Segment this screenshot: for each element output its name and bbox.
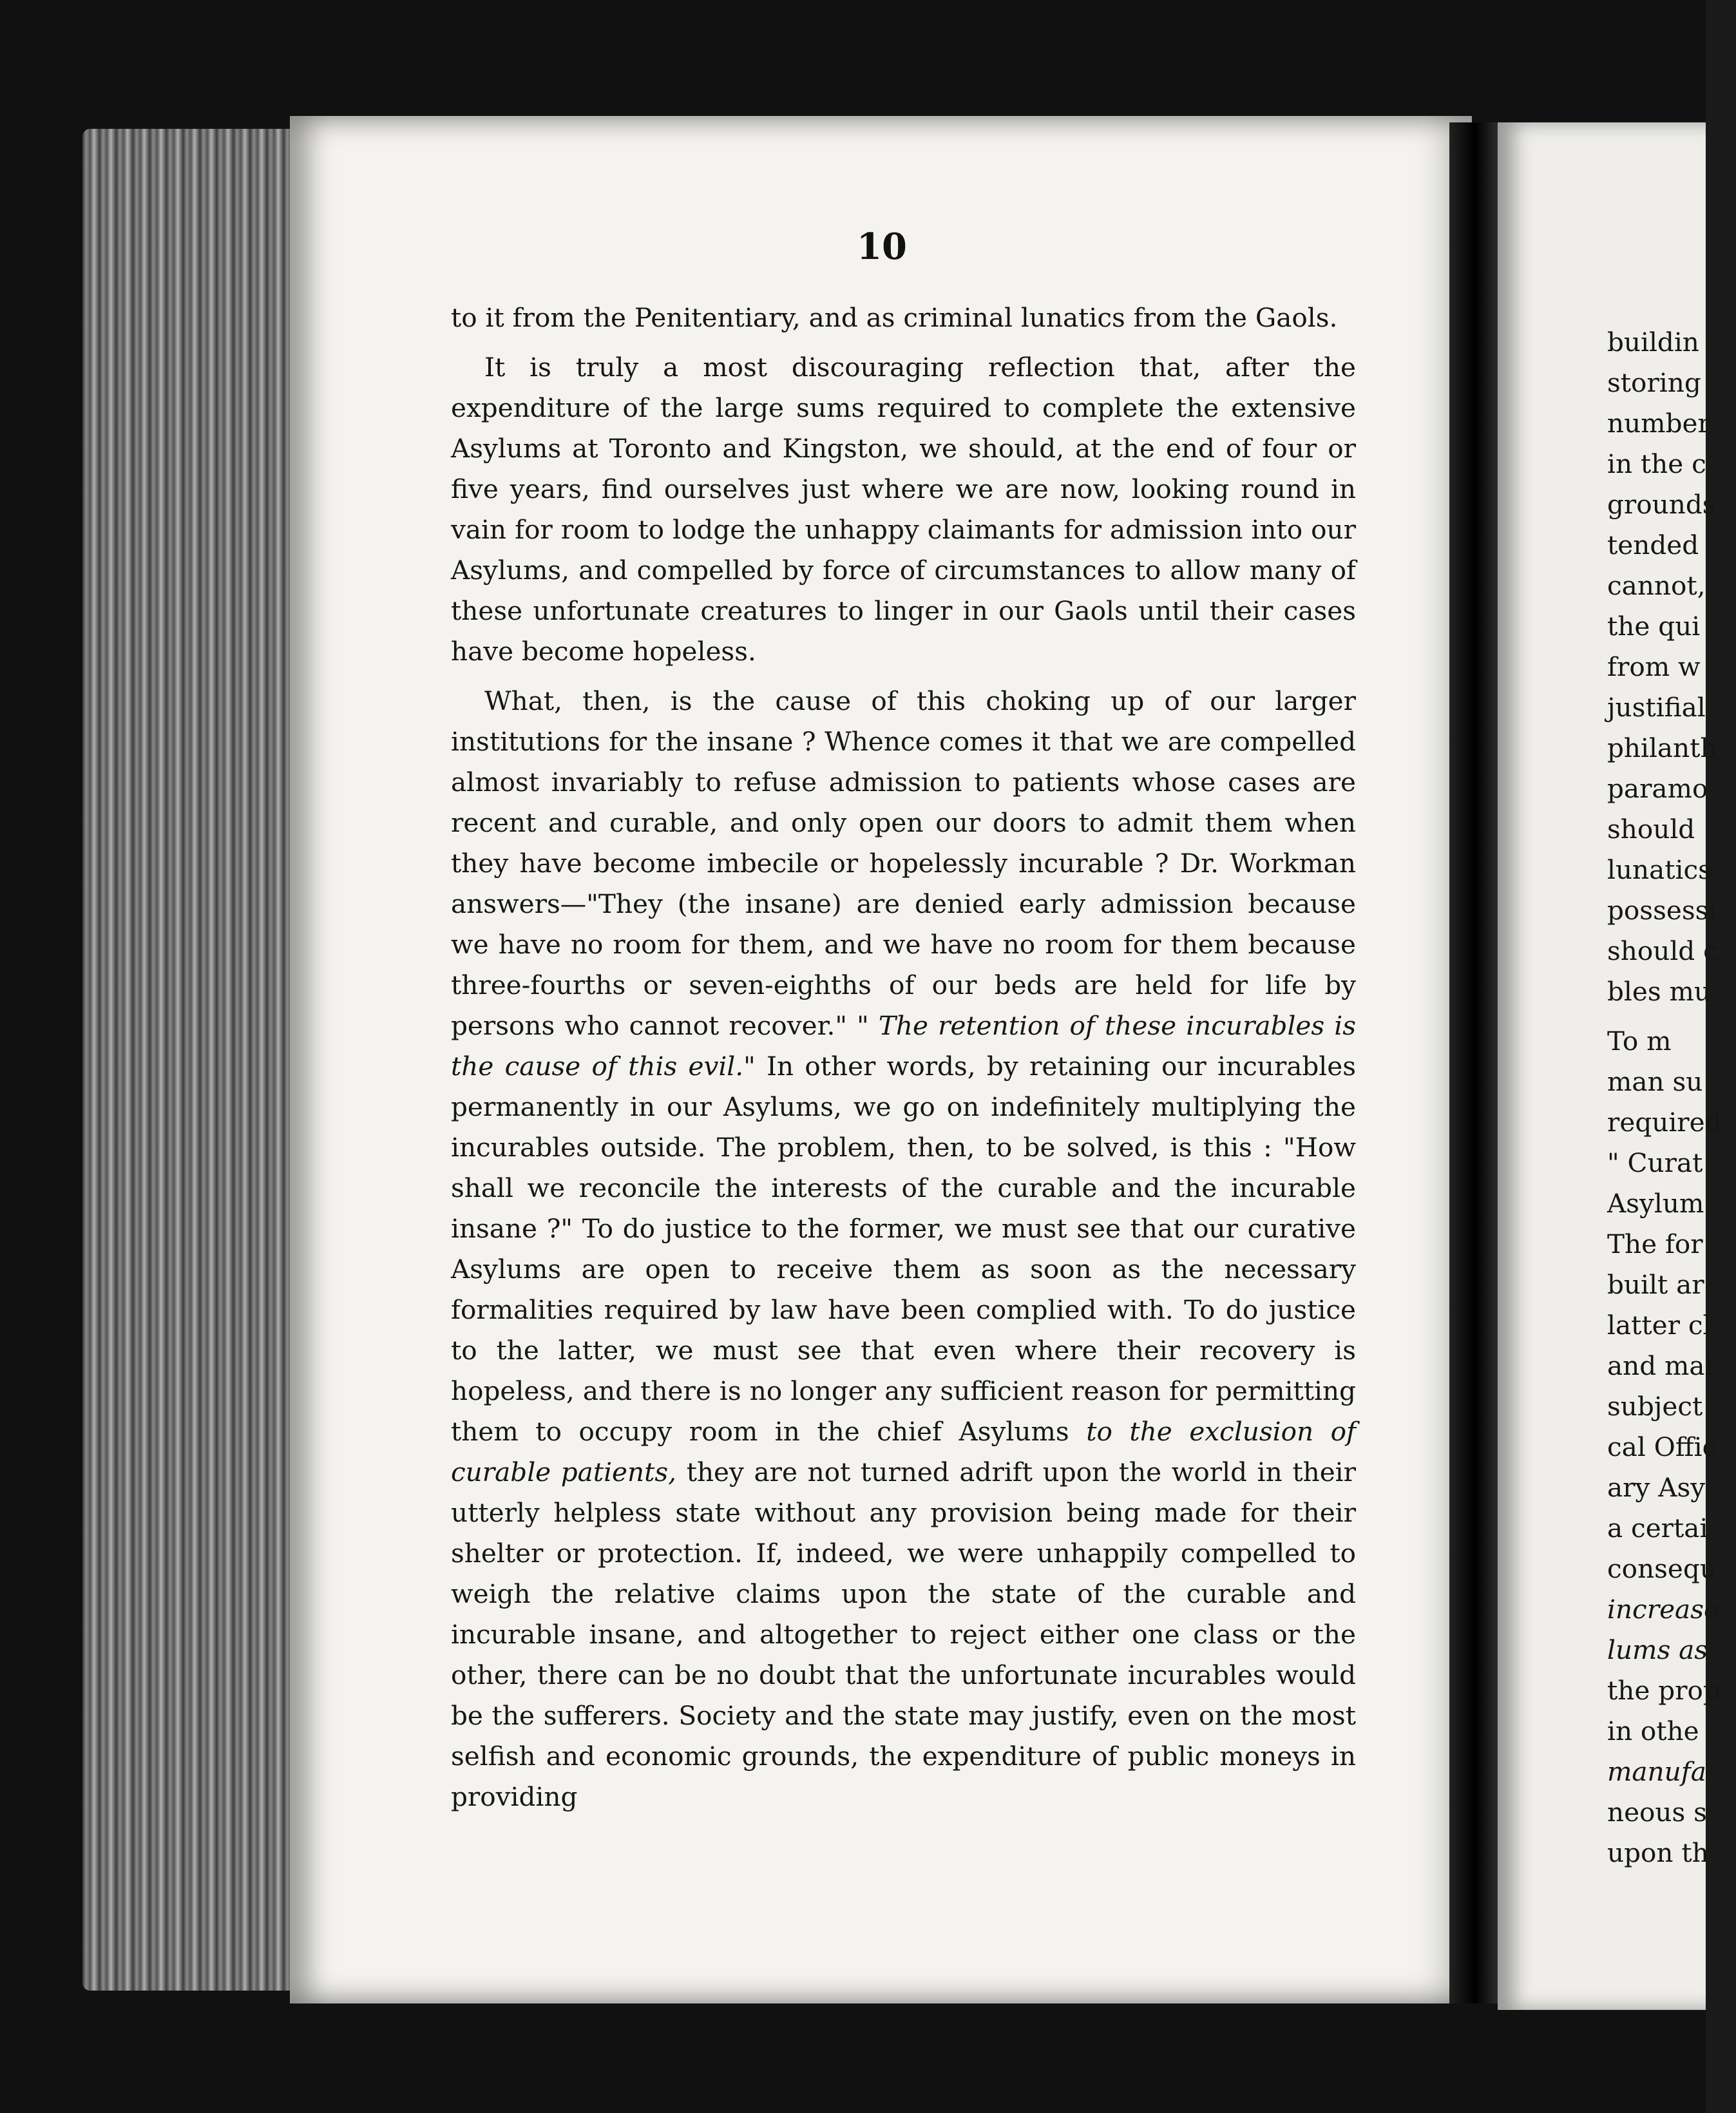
- paragraph-3-text-c: they are not turned adrift upon the world in their utterly helpless state without any provision being made for their shelter or protection. If, indeed, we were unhappily compelled to weigh the relative claims upon the state of the curable and incurable insane, and altogether to reject either one class or the other, there can be no doubt that the unfortunate incurables would be the sufferers. Society and the state may justify, even on the most selfish and economic grounds, the expenditure of public moneys in providing: [451, 1457, 1356, 1812]
- facing-line: number: [1607, 408, 1710, 439]
- facing-line: possessi: [1607, 895, 1717, 926]
- facing-line: in the c: [1607, 448, 1706, 479]
- page-body: [451, 298, 1356, 1817]
- facing-line: latter cl: [1607, 1310, 1712, 1341]
- facing-line: built ar: [1607, 1269, 1704, 1300]
- paragraph-3-text-b: " In other words, by retaining our incurables permanently in our Asylums, we go on indefinitely multiplying the incurables outside. The problem, then, to be solved, is this : "How shall we reconcile the interests of the curable and the incurable insane ?" To do justice to the former, we must see that our curative Asylums are open to receive them as soon as the necessary formalities required by law have been complied with. To do justice to the latter, we must see that even where their recovery is hopeless, and there is no longer any sufficient reason for permitting them to occupy room in the chief Asylums: [451, 1051, 1356, 1447]
- facing-line: increase: [1607, 1594, 1719, 1625]
- facing-line: and mai: [1607, 1350, 1713, 1381]
- facing-line: cannot,: [1607, 570, 1706, 601]
- facing-line: the qui: [1607, 611, 1701, 642]
- facing-line: grounds: [1607, 489, 1716, 520]
- facing-line: lunatics: [1607, 854, 1712, 885]
- paragraph-2: It is truly a most discouraging reflection that, after the expenditure of the large sums required to complete the extensive Asylums at Toronto and Kingston, we should, at the end of four or five years, find ourselves just where we are now, looking round in vain for room to lodge the unhappy claimants for admission into our Asylums, and compelled by force of circumstances to allow many of these unfortunate creatures to linger in our Gaols until their cases have become hopeless.: [451, 352, 1356, 667]
- paragraph-3-text-a: What, then, is the cause of this choking up of our larger institutions for the insane ? Whence comes it that we are compelled almost invariably to refuse admission to patients whose cases are recent and curable, and only open our doors to admit them when they have become imbecile or hopelessly incurable ? Dr. Workman answers—"They (the insane) are denied early admission because we have no room for them, and we have no room for them because three-fourths or seven-eighths of our beds are held for life by persons who cannot recover." ": [451, 685, 1356, 1041]
- facing-line: subject: [1607, 1391, 1703, 1422]
- facing-line: required: [1607, 1107, 1722, 1138]
- facing-line: upon th: [1607, 1837, 1709, 1868]
- italic-quote-retention: The retention of these incurables is the cause of this evil.: [451, 1010, 1356, 1082]
- facing-line: The for: [1607, 1229, 1703, 1259]
- facing-line: should c: [1607, 935, 1718, 966]
- facing-line: man su: [1607, 1066, 1703, 1097]
- facing-line: a certai: [1607, 1513, 1708, 1544]
- facing-line: lums as: [1607, 1634, 1708, 1665]
- paragraph-1: to it from the Penitentiary, and as criminal lunatics from the Gaols.: [451, 302, 1338, 333]
- facing-line: in othe: [1607, 1716, 1699, 1746]
- facing-line: manufa: [1607, 1756, 1706, 1787]
- italic-exclusion-phrase: to the exclusion of curable patients,: [451, 1416, 1356, 1487]
- facing-page-text: [1607, 322, 1736, 1873]
- facing-line: the prop: [1607, 1675, 1720, 1706]
- facing-line: neous s: [1607, 1797, 1707, 1828]
- book-page-edges: [82, 129, 301, 1991]
- book-gutter: [1449, 122, 1501, 2003]
- facing-line: from w: [1607, 651, 1701, 682]
- facing-line: philanth: [1607, 732, 1717, 763]
- facing-line: ary Asy: [1607, 1472, 1706, 1503]
- facing-line: tended: [1607, 530, 1699, 560]
- page-number: 10: [857, 225, 907, 268]
- facing-line: should: [1607, 814, 1695, 845]
- facing-line: paramo: [1607, 773, 1708, 804]
- facing-line: bles mu: [1607, 976, 1711, 1007]
- facing-line: Asylum: [1607, 1188, 1704, 1219]
- facing-line: consequ: [1607, 1553, 1717, 1584]
- facing-line: cal Offic: [1607, 1431, 1717, 1462]
- facing-line: justifial: [1607, 692, 1706, 723]
- facing-line: buildin: [1607, 327, 1699, 358]
- paragraph-3: [451, 681, 1356, 1817]
- facing-line: " Curat: [1607, 1147, 1703, 1178]
- facing-line: To m: [1607, 1026, 1672, 1056]
- facing-line: storing: [1607, 367, 1701, 398]
